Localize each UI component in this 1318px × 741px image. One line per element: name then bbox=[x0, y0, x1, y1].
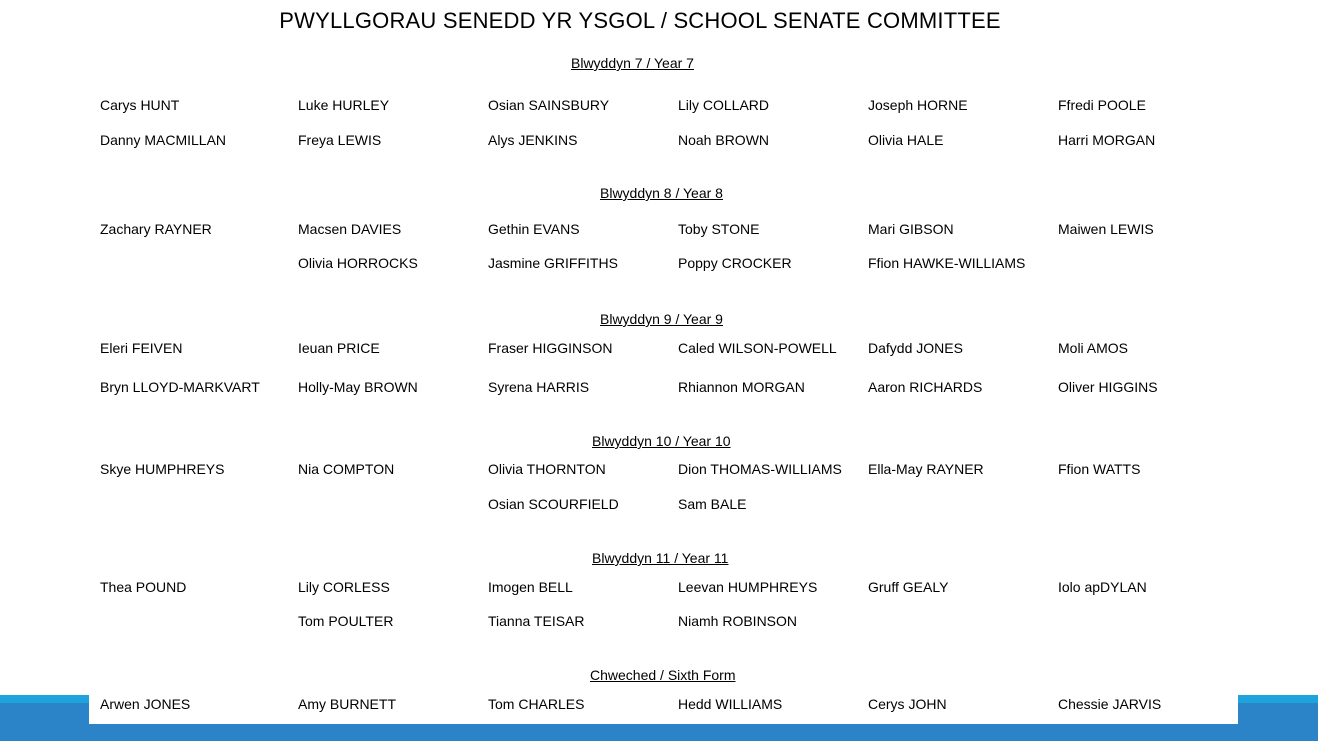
member-name: Olivia HORROCKS bbox=[298, 255, 418, 271]
member-name: Maiwen LEWIS bbox=[1058, 221, 1154, 237]
name-row bbox=[0, 255, 1318, 275]
member-name: Aaron RICHARDS bbox=[868, 379, 983, 395]
member-name: Caled WILSON-POWELL bbox=[678, 340, 837, 356]
member-name: Zachary RAYNER bbox=[100, 221, 212, 237]
member-name: Oliver HIGGINS bbox=[1058, 379, 1158, 395]
section-heading-year-11: Blwyddyn 11 / Year 11 bbox=[592, 550, 729, 566]
name-row bbox=[0, 579, 1318, 599]
member-name: Ieuan PRICE bbox=[298, 340, 380, 356]
member-name: Osian SAINSBURY bbox=[488, 97, 610, 113]
member-name: Danny MACMILLAN bbox=[100, 132, 227, 148]
member-name: Holly-May BROWN bbox=[298, 379, 418, 395]
section-heading-sixth-form: Chweched / Sixth Form bbox=[590, 667, 736, 683]
name-row bbox=[0, 496, 1318, 516]
member-name: Noah BROWN bbox=[678, 132, 770, 148]
name-row bbox=[0, 97, 1318, 117]
member-name: Osian SCOURFIELD bbox=[488, 496, 619, 512]
member-name: Ffion HAWKE-WILLIAMS bbox=[868, 255, 1026, 271]
member-name: Nia COMPTON bbox=[298, 461, 395, 477]
name-row bbox=[0, 379, 1318, 399]
member-name: Thea POUND bbox=[100, 579, 187, 595]
member-name: Niamh ROBINSON bbox=[678, 613, 798, 629]
member-name: Mari GIBSON bbox=[868, 221, 954, 237]
member-name: Amy BURNETT bbox=[298, 696, 396, 712]
member-name: Syrena HARRIS bbox=[488, 379, 590, 395]
member-name: Gruff GEALY bbox=[868, 579, 949, 595]
member-name: Skye HUMPHREYS bbox=[100, 461, 225, 477]
member-name: Lily CORLESS bbox=[298, 579, 390, 595]
member-name: Luke HURLEY bbox=[298, 97, 390, 113]
member-name: Poppy CROCKER bbox=[678, 255, 792, 271]
name-row bbox=[0, 461, 1318, 481]
member-name: Fraser HIGGINSON bbox=[488, 340, 613, 356]
member-name: Imogen BELL bbox=[488, 579, 573, 595]
member-name: Ffredi POOLE bbox=[1058, 97, 1146, 113]
section-heading-year-7: Blwyddyn 7 / Year 7 bbox=[571, 55, 694, 71]
member-name: Olivia THORNTON bbox=[488, 461, 606, 477]
member-name: Harri MORGAN bbox=[1058, 132, 1156, 148]
member-name: Jasmine GRIFFITHS bbox=[488, 255, 618, 271]
member-name: Iolo apDYLAN bbox=[1058, 579, 1147, 595]
member-name: Toby STONE bbox=[678, 221, 760, 237]
member-name: Moli AMOS bbox=[1058, 340, 1129, 356]
member-name: Joseph HORNE bbox=[868, 97, 968, 113]
member-name: Olivia HALE bbox=[868, 132, 944, 148]
member-name: Ffion WATTS bbox=[1058, 461, 1141, 477]
member-name: Macsen DAVIES bbox=[298, 221, 402, 237]
member-name: Arwen JONES bbox=[100, 696, 191, 712]
name-row bbox=[0, 132, 1318, 152]
member-name: Rhiannon MORGAN bbox=[678, 379, 805, 395]
member-name: Dafydd JONES bbox=[868, 340, 963, 356]
member-name: Gethin EVANS bbox=[488, 221, 580, 237]
member-name: Carys HUNT bbox=[100, 97, 180, 113]
member-name: Tianna TEISAR bbox=[488, 613, 585, 629]
member-name: Dion THOMAS-WILLIAMS bbox=[678, 461, 842, 477]
name-row bbox=[0, 221, 1318, 241]
member-name: Tom CHARLES bbox=[488, 696, 585, 712]
name-row bbox=[0, 696, 1318, 716]
member-name: Freya LEWIS bbox=[298, 132, 382, 148]
member-name: Chessie JARVIS bbox=[1058, 696, 1162, 712]
member-name: Cerys JOHN bbox=[868, 696, 947, 712]
member-name: Bryn LLOYD-MARKVART bbox=[100, 379, 260, 395]
member-name: Ella-May RAYNER bbox=[868, 461, 984, 477]
page-title: PWYLLGORAU SENEDD YR YSGOL / SCHOOL SENATE COMMITTEE bbox=[279, 8, 1001, 33]
section-heading-year-9: Blwyddyn 9 / Year 9 bbox=[600, 311, 723, 327]
member-name: Hedd WILLIAMS bbox=[678, 696, 783, 712]
section-heading-year-8: Blwyddyn 8 / Year 8 bbox=[600, 185, 723, 201]
member-name: Sam BALE bbox=[678, 496, 747, 512]
name-row bbox=[0, 613, 1318, 633]
member-name: Alys JENKINS bbox=[488, 132, 578, 148]
member-name: Tom POULTER bbox=[298, 613, 394, 629]
section-heading-year-10: Blwyddyn 10 / Year 10 bbox=[592, 433, 731, 449]
name-row bbox=[0, 340, 1318, 360]
member-name: Eleri FEIVEN bbox=[100, 340, 183, 356]
member-name: Lily COLLARD bbox=[678, 97, 770, 113]
member-name: Leevan HUMPHREYS bbox=[678, 579, 818, 595]
